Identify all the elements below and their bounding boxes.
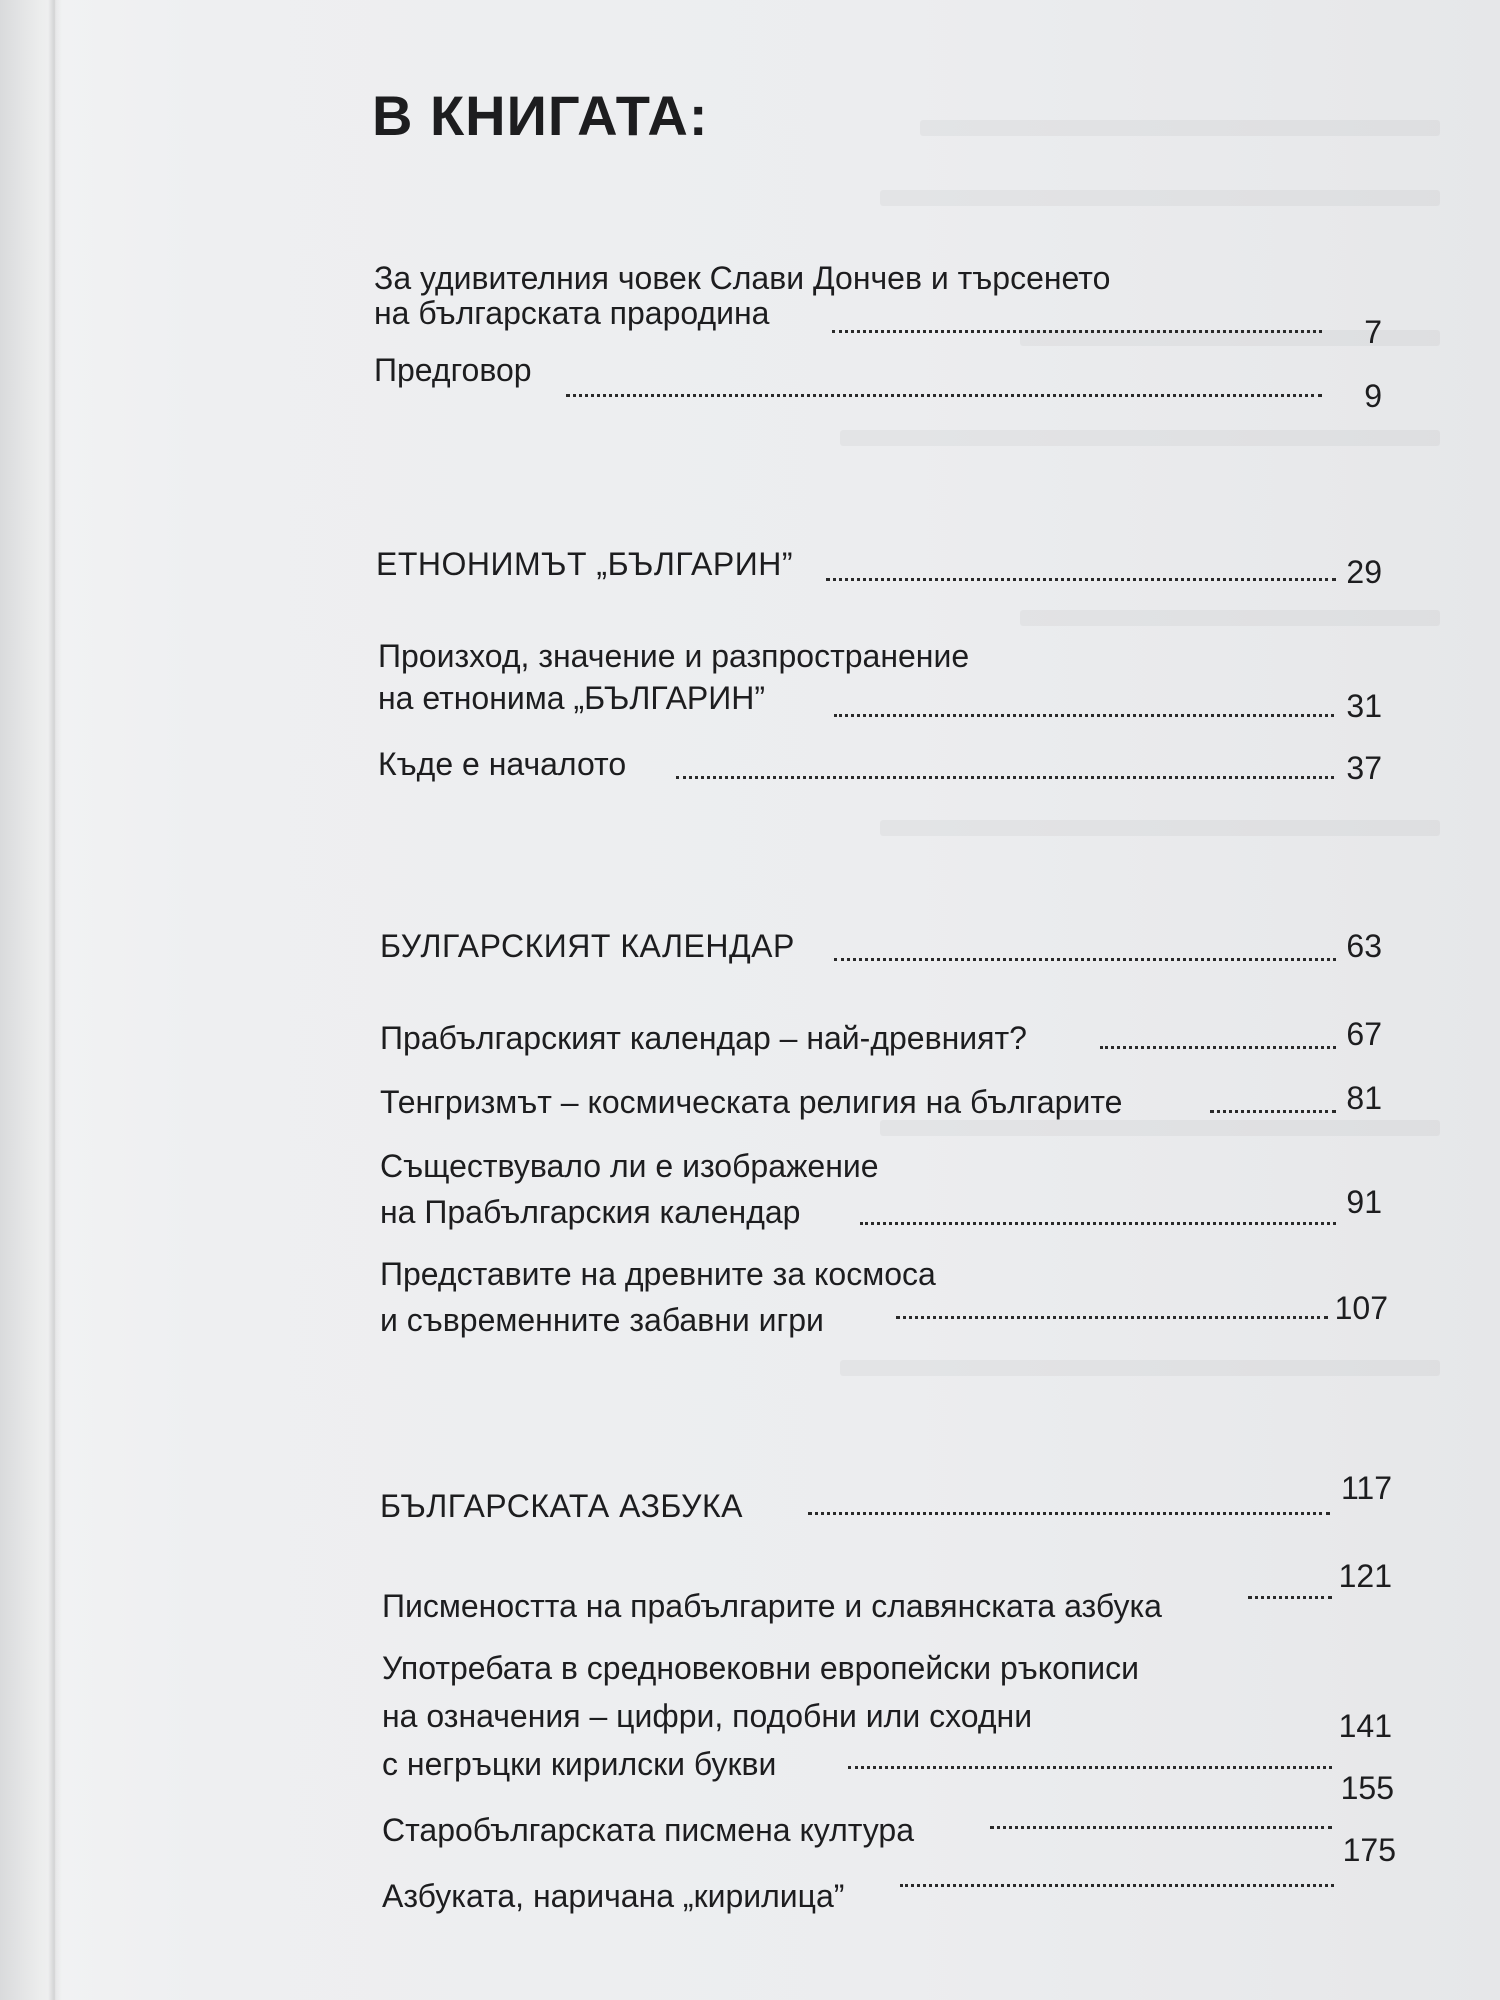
page-number: 117 — [1340, 1470, 1392, 1506]
entry-title-line: Писмеността на прабългарите и славянската азбука — [382, 1588, 1162, 1624]
entry-title-line: с негръцки кирилски букви — [382, 1746, 777, 1782]
show-through — [840, 1360, 1440, 1376]
entry-title-line: Предговор — [374, 352, 532, 388]
section-title: ЕТНОНИМЪТ „БЪЛГАРИН” — [376, 546, 793, 582]
page-number: 141 — [1338, 1708, 1392, 1744]
dot-leader — [676, 776, 1334, 779]
dot-leader — [834, 958, 1336, 961]
entry-title-line: и съвременните забавни игри — [380, 1302, 824, 1338]
page-number: 81 — [1346, 1080, 1382, 1116]
page-number: 9 — [1364, 378, 1382, 414]
show-through — [880, 1120, 1440, 1136]
page-number: 37 — [1346, 750, 1382, 786]
dot-leader — [1248, 1596, 1332, 1599]
section-title: БЪЛГАРСКАТА АЗБУКА — [380, 1488, 743, 1524]
entry-title-line: на означения – цифри, подобни или сходни — [382, 1698, 1033, 1734]
entry-title-line: Прабългарският календар – най-древният? — [380, 1020, 1027, 1056]
page-title: В КНИГАТА: — [372, 84, 709, 147]
entry-title-line: Старобългарската писмена култура — [382, 1812, 915, 1848]
entry-title-line: на етнонима „БЪЛГАРИН” — [378, 680, 766, 716]
entry-title-line: Представите на древните за космоса — [380, 1256, 936, 1292]
section-title: БУЛГАРСКИЯТ КАЛЕНДАР — [380, 928, 795, 964]
page-number: 107 — [1334, 1290, 1388, 1326]
dot-leader — [848, 1766, 1332, 1769]
show-through — [1020, 610, 1440, 626]
entry-title-line: Употребата в средновековни европейски ръкописи — [382, 1650, 1140, 1686]
dot-leader — [808, 1512, 1330, 1515]
dot-leader — [566, 394, 1322, 397]
book-spine-shadow — [48, 0, 62, 2000]
show-through — [920, 120, 1440, 136]
entry-title-line: Азбуката, наричана „кирилица” — [382, 1878, 845, 1914]
page-number: 29 — [1346, 554, 1382, 590]
page-number: 175 — [1342, 1832, 1396, 1868]
page-number: 121 — [1338, 1558, 1392, 1594]
page-number: 63 — [1346, 928, 1382, 964]
show-through — [840, 430, 1440, 446]
entry-title-line: на Прабългарския календар — [380, 1194, 801, 1230]
dot-leader — [826, 578, 1336, 581]
show-through — [880, 190, 1440, 206]
dot-leader — [832, 330, 1322, 333]
page-number: 31 — [1346, 688, 1382, 724]
entry-title-line: За удивителния човек Слави Дончев и търсенето — [374, 260, 1111, 296]
show-through — [880, 820, 1440, 836]
page-number: 67 — [1346, 1016, 1382, 1052]
page-number: 7 — [1364, 314, 1382, 350]
dot-leader — [860, 1222, 1336, 1225]
dot-leader — [834, 714, 1334, 717]
dot-leader — [990, 1826, 1332, 1829]
page-number: 155 — [1340, 1770, 1394, 1806]
dot-leader — [900, 1884, 1334, 1887]
entry-title-line: Произход, значение и разпространение — [378, 638, 970, 674]
page-number: 91 — [1346, 1184, 1382, 1220]
entry-title-line: Тенгризмът – космическата религия на българите — [380, 1084, 1123, 1120]
entry-title-line: на българската прародина — [374, 295, 770, 331]
entry-title-line: Съществувало ли е изображение — [380, 1148, 879, 1184]
dot-leader — [896, 1316, 1328, 1319]
entry-title-line: Къде е началото — [378, 746, 627, 782]
dot-leader — [1100, 1046, 1336, 1049]
